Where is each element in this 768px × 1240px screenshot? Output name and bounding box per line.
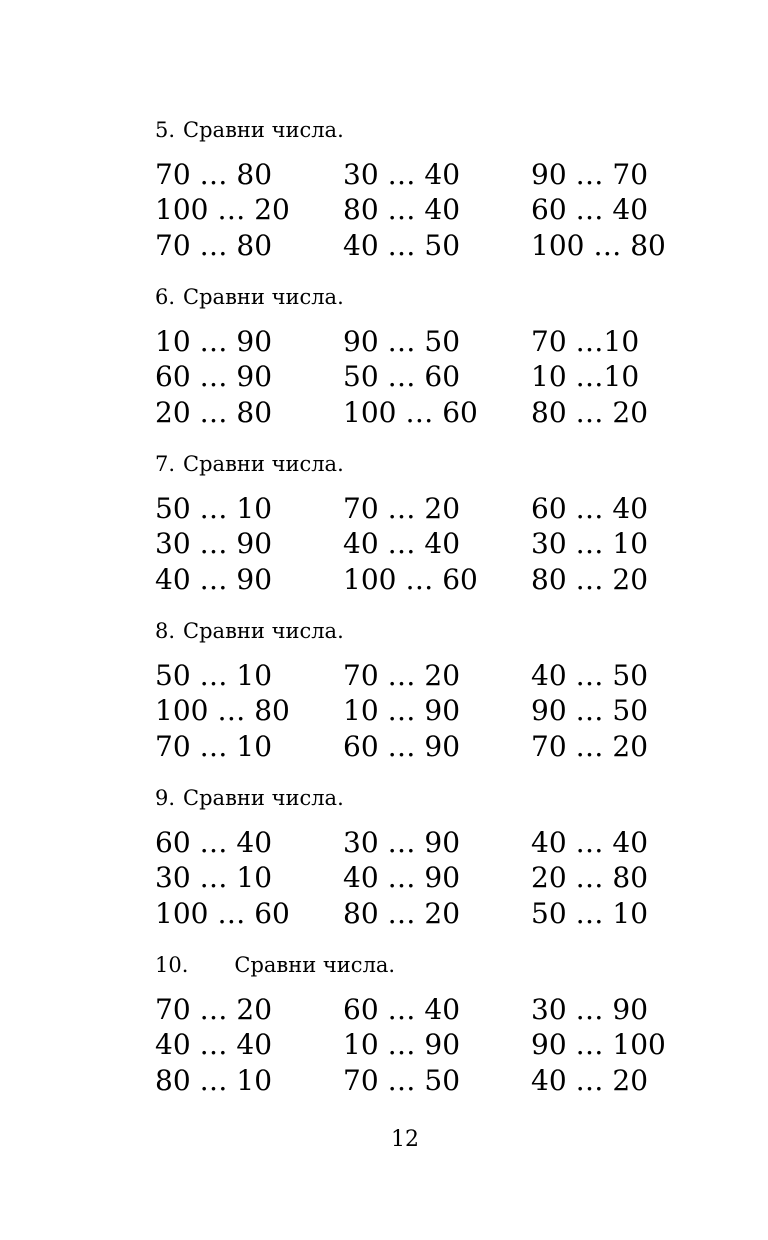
grid-row [155, 1028, 715, 1064]
comparison-item: 50 … 10 [531, 896, 649, 930]
comparison-item: 90 … 50 [531, 694, 649, 728]
comparison-item: 70 … 80 [155, 157, 273, 191]
comparison-item: 50 … 10 [155, 491, 273, 525]
comparison-item: 100 … 60 [343, 562, 478, 596]
grid-row [155, 729, 715, 765]
comparison-item: 40 … 20 [531, 1063, 649, 1097]
comparison-item: 70 … 20 [343, 491, 461, 525]
exercise-number: 8. [155, 619, 176, 643]
exercise-title [155, 952, 715, 978]
exercise-instruction: Сравни числа. [183, 118, 344, 142]
exercise-6 [155, 284, 715, 431]
comparison-item: 100 … 20 [155, 193, 290, 227]
grid-row [155, 527, 715, 563]
exercise-number: 7. [155, 452, 176, 476]
comparison-item: 40 … 50 [343, 228, 461, 262]
comparison-item: 100 … 80 [155, 694, 290, 728]
comparison-item: 70 … 20 [343, 658, 461, 692]
comparison-item: 30 … 90 [343, 825, 461, 859]
exercise-title [155, 117, 715, 143]
exercise-instruction: Сравни числа. [234, 953, 396, 977]
comparison-item: 80 … 20 [343, 896, 461, 930]
grid-row [155, 228, 715, 264]
comparison-item: 80 … 20 [531, 562, 649, 596]
comparison-grid [155, 491, 715, 598]
grid-row [155, 658, 715, 694]
exercise-instruction: Сравни числа. [183, 452, 344, 476]
comparison-item: 30 … 90 [155, 527, 273, 561]
exercise-8 [155, 618, 715, 765]
comparison-item: 100 … 60 [343, 395, 478, 429]
comparison-item: 10 …10 [531, 360, 640, 394]
comparison-item: 60 … 40 [343, 992, 461, 1026]
comparison-item: 80 … 20 [531, 395, 649, 429]
comparison-item: 20 … 80 [155, 395, 273, 429]
grid-row [155, 157, 715, 193]
comparison-item: 10 … 90 [343, 694, 461, 728]
grid-row [155, 562, 715, 598]
comparison-item: 10 … 90 [343, 1028, 461, 1062]
grid-row [155, 861, 715, 897]
grid-row [155, 491, 715, 527]
exercise-number: 9. [155, 786, 176, 810]
comparison-grid [155, 992, 715, 1099]
grid-row [155, 395, 715, 431]
comparison-item: 70 … 50 [343, 1063, 461, 1097]
page-number: 12 [391, 1127, 419, 1152]
comparison-item: 40 … 40 [155, 1028, 273, 1062]
comparison-item: 90 … 70 [531, 157, 649, 191]
comparison-item: 40 … 40 [343, 527, 461, 561]
comparison-item: 70 …10 [531, 324, 640, 358]
comparison-item: 100 … 80 [531, 228, 666, 262]
comparison-item: 40 … 50 [531, 658, 649, 692]
exercise-7 [155, 451, 715, 598]
exercise-instruction: Сравни числа. [183, 619, 344, 643]
comparison-grid [155, 157, 715, 264]
grid-row [155, 324, 715, 360]
comparison-item: 60 … 90 [343, 729, 461, 763]
comparison-item: 90 … 50 [343, 324, 461, 358]
comparison-item: 30 … 10 [531, 527, 649, 561]
comparison-item: 70 … 10 [155, 729, 273, 763]
comparison-item: 60 … 40 [531, 193, 649, 227]
comparison-item: 80 … 40 [343, 193, 461, 227]
grid-row [155, 193, 715, 229]
exercise-number: 5. [155, 118, 176, 142]
exercise-title [155, 618, 715, 644]
comparison-item: 60 … 40 [531, 491, 649, 525]
exercise-5 [155, 117, 715, 264]
comparison-item: 30 … 40 [343, 157, 461, 191]
exercise-instruction: Сравни числа. [183, 786, 344, 810]
comparison-item: 40 … 40 [531, 825, 649, 859]
exercise-title [155, 451, 715, 477]
comparison-item: 10 … 90 [155, 324, 273, 358]
comparison-item: 100 … 60 [155, 896, 290, 930]
comparison-item: 50 … 10 [155, 658, 273, 692]
exercise-number: 6. [155, 285, 176, 309]
comparison-item: 90 … 100 [531, 1028, 666, 1062]
comparison-item: 60 … 40 [155, 825, 273, 859]
grid-row [155, 825, 715, 861]
comparison-grid [155, 658, 715, 765]
grid-row [155, 1063, 715, 1099]
exercise-title [155, 785, 715, 811]
comparison-item: 70 … 20 [155, 992, 273, 1026]
comparison-item: 40 … 90 [343, 861, 461, 895]
comparison-item: 50 … 60 [343, 360, 461, 394]
grid-row [155, 992, 715, 1028]
grid-row [155, 360, 715, 396]
grid-row [155, 896, 715, 932]
comparison-item: 30 … 10 [155, 861, 273, 895]
comparison-item: 40 … 90 [155, 562, 273, 596]
comparison-item: 70 … 20 [531, 729, 649, 763]
comparison-grid [155, 825, 715, 932]
comparison-grid [155, 324, 715, 431]
exercise-9 [155, 785, 715, 932]
grid-row [155, 694, 715, 730]
comparison-item: 80 … 10 [155, 1063, 273, 1097]
exercise-instruction: Сравни числа. [183, 285, 344, 309]
exercise-10 [155, 952, 715, 1099]
comparison-item: 30 … 90 [531, 992, 649, 1026]
comparison-item: 60 … 90 [155, 360, 273, 394]
comparison-item: 70 … 80 [155, 228, 273, 262]
exercise-title [155, 284, 715, 310]
comparison-item: 20 … 80 [531, 861, 649, 895]
exercise-number: 10. [155, 953, 189, 977]
